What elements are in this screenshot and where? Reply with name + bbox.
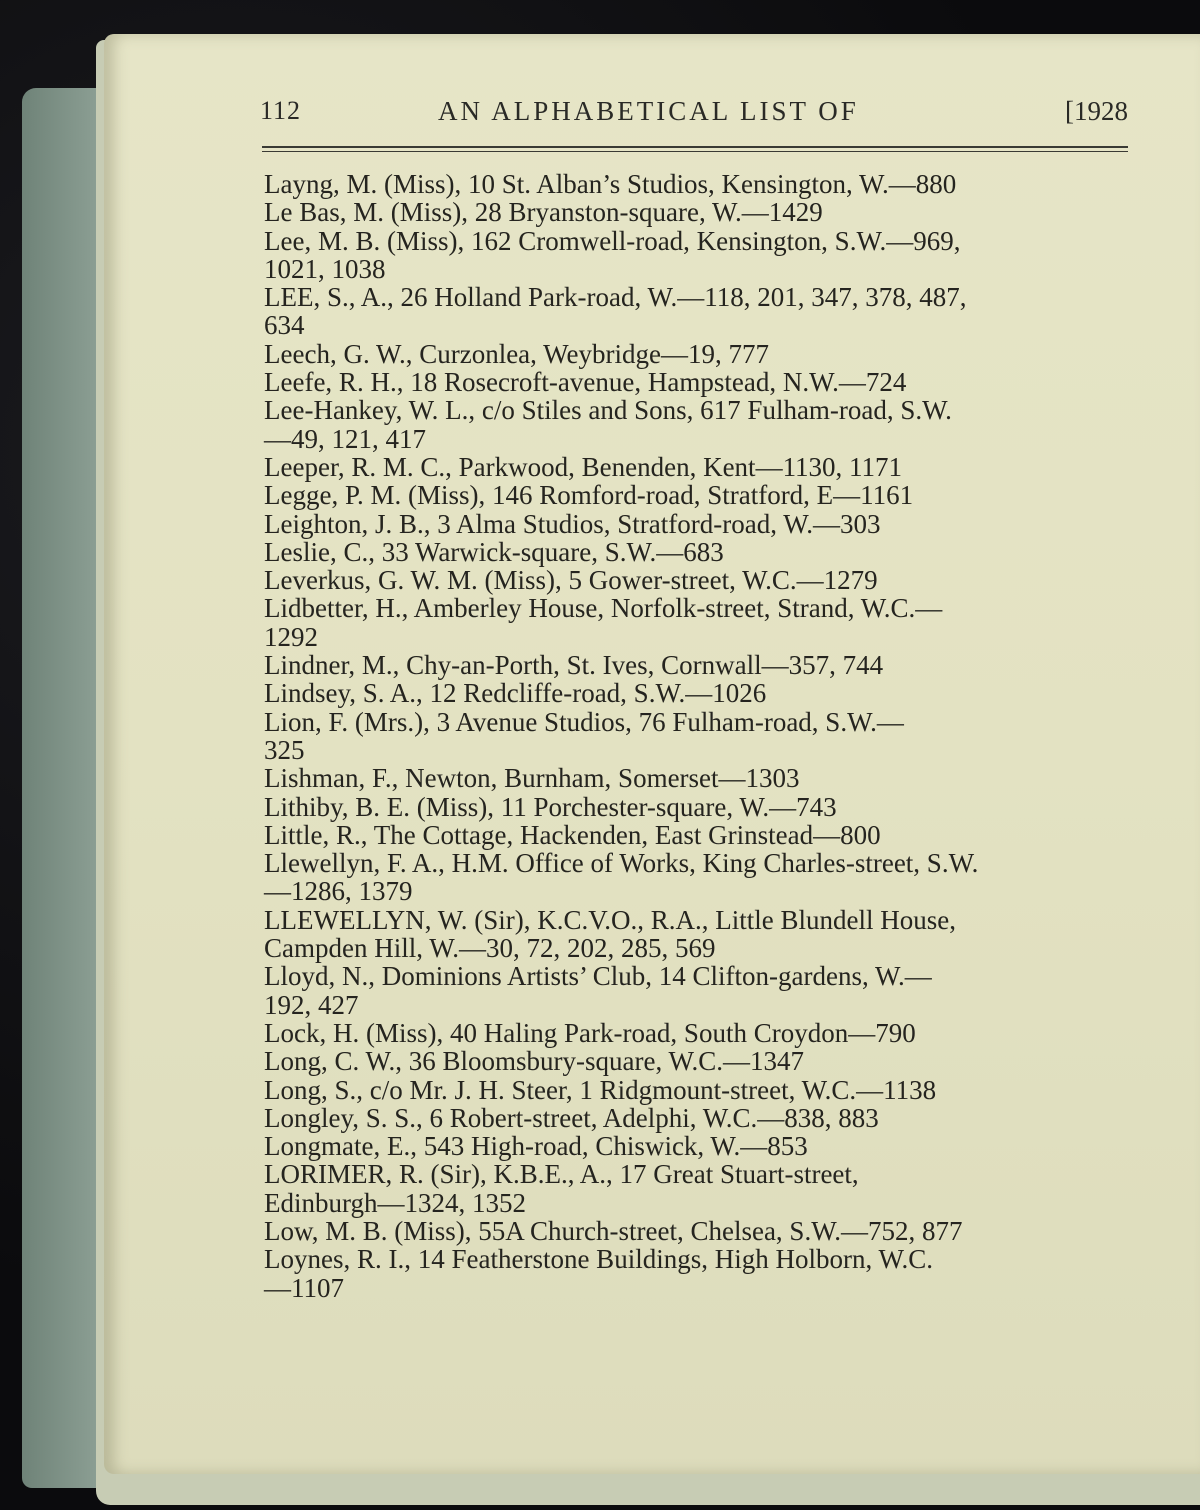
list-item (264, 1245, 1140, 1302)
entry-text: Lithiby, B. E. (Miss), 11 Porchester-square, W.—743 (264, 791, 837, 822)
entry-text: Llewellyn, F. A., H.M. Office of Works, King Charles-street, S.W. (264, 848, 979, 879)
entry-text: Lion, F. (Mrs.), 3 Avenue Studios, 76 Fulham-road, S.W.— (264, 706, 904, 737)
entry-text: LEE, S., A., 26 Holland Park-road, W.—118, 201, 347, 378, 487, (264, 282, 967, 313)
list-item (264, 1104, 1140, 1132)
page-header (260, 96, 1130, 136)
list-item (264, 821, 1140, 849)
running-title: AN ALPHABETICAL LIST OF (438, 96, 859, 126)
entry-text: Leeper, R. M. C., Parkwood, Benenden, Kent—1130, 1171 (264, 451, 903, 482)
list-item (264, 1160, 1140, 1217)
list-item (264, 708, 1140, 765)
entry-text: LLEWELLYN, W. (Sir), K.C.V.O., R.A., Little Blundell House, (264, 904, 956, 935)
list-item (264, 566, 1140, 594)
header-rule (262, 146, 1128, 148)
list-item (264, 453, 1140, 481)
list-item (264, 538, 1140, 566)
list-item (264, 594, 1140, 651)
header-rule-thin (262, 151, 1128, 152)
entry-continuation: Edinburgh—1324, 1352 (264, 1187, 526, 1218)
entry-continuation: —1286, 1379 (264, 876, 413, 907)
entry-continuation: Campden Hill, W.—30, 72, 202, 285, 569 (264, 933, 716, 964)
entry-text: Le Bas, M. (Miss), 28 Bryanston-square, W.—1429 (264, 197, 823, 228)
list-item (264, 1076, 1140, 1104)
entry-continuation: 192, 427 (264, 989, 359, 1020)
list-item (264, 170, 1140, 198)
entry-text: Lloyd, N., Dominions Artists’ Club, 14 Clifton-gardens, W.— (264, 961, 932, 992)
entry-text: Low, M. B. (Miss), 55A Church-street, Chelsea, S.W.—752, 877 (264, 1215, 963, 1246)
list-item (264, 283, 1140, 340)
entry-text: Lock, H. (Miss), 40 Haling Park-road, South Croydon—790 (264, 1017, 916, 1048)
entry-text: Leslie, C., 33 Warwick-square, S.W.—683 (264, 536, 724, 567)
list-item (264, 793, 1140, 821)
entry-text: Lindner, M., Chy-an-Porth, St. Ives, Cornwall—357, 744 (264, 650, 884, 681)
entry-text: Lishman, F., Newton, Burnham, Somerset—1303 (264, 763, 800, 794)
entry-text: Longmate, E., 543 High-road, Chiswick, W.—853 (264, 1131, 808, 1162)
entry-text: Leighton, J. B., 3 Alma Studios, Stratford-road, W.—303 (264, 508, 881, 539)
list-item (264, 227, 1140, 284)
list-item (264, 481, 1140, 509)
list-item (264, 368, 1140, 396)
entry-text: Lindsey, S. A., 12 Redcliffe-road, S.W.—1026 (264, 678, 767, 709)
list-item (264, 962, 1140, 1019)
list-item (264, 1019, 1140, 1047)
list-item (264, 679, 1140, 707)
entry-text: Long, S., c/o Mr. J. H. Steer, 1 Ridgmount-street, W.C.—1138 (264, 1074, 937, 1105)
entry-text: Legge, P. M. (Miss), 146 Romford-road, Stratford, E—1161 (264, 480, 914, 511)
list-item (264, 396, 1140, 453)
list-item (264, 906, 1140, 963)
entry-text: Lee, M. B. (Miss), 162 Cromwell-road, Kensington, S.W.—969, (264, 225, 961, 256)
entry-text: Loynes, R. I., 14 Featherstone Buildings, High Holborn, W.C. (264, 1244, 933, 1275)
entry-text: Leverkus, G. W. M. (Miss), 5 Gower-street, W.C.—1279 (264, 565, 878, 596)
entry-continuation: 634 (264, 310, 305, 341)
page-number: 112 (260, 96, 302, 125)
list-item (264, 1132, 1140, 1160)
entry-text: Longley, S. S., 6 Robert-street, Adelphi, W.C.—838, 883 (264, 1102, 879, 1133)
list-item (264, 1047, 1140, 1075)
list-item (264, 849, 1140, 906)
entry-text: LORIMER, R. (Sir), K.B.E., A., 17 Great Stuart-street, (264, 1159, 859, 1190)
list-item (264, 1217, 1140, 1245)
entry-text: Long, C. W., 36 Bloomsbury-square, W.C.—1347 (264, 1046, 805, 1077)
entry-text: Leefe, R. H., 18 Rosecroft-avenue, Hampstead, N.W.—724 (264, 367, 907, 398)
entry-text: Leech, G. W., Curzonlea, Weybridge—19, 777 (264, 338, 769, 369)
entry-continuation: —49, 121, 417 (264, 423, 426, 454)
entry-list (264, 170, 1140, 1302)
entry-continuation: 325 (264, 734, 305, 765)
year-label: [1928 (1065, 96, 1128, 126)
list-item (264, 340, 1140, 368)
list-item (264, 764, 1140, 792)
list-item (264, 510, 1140, 538)
list-item (264, 198, 1140, 226)
entry-text: Little, R., The Cottage, Hackenden, East Grinstead—800 (264, 819, 881, 850)
entry-continuation: —1107 (264, 1272, 344, 1303)
list-item (264, 651, 1140, 679)
entry-text: Lidbetter, H., Amberley House, Norfolk-street, Strand, W.C.— (264, 593, 943, 624)
entry-continuation: 1021, 1038 (264, 253, 386, 284)
entry-continuation: 1292 (264, 621, 318, 652)
entry-text: Lee-Hankey, W. L., c/o Stiles and Sons, 617 Fulham-road, S.W. (264, 395, 952, 426)
entry-text: Layng, M. (Miss), 10 St. Alban’s Studios, Kensington, W.—880 (264, 169, 957, 199)
